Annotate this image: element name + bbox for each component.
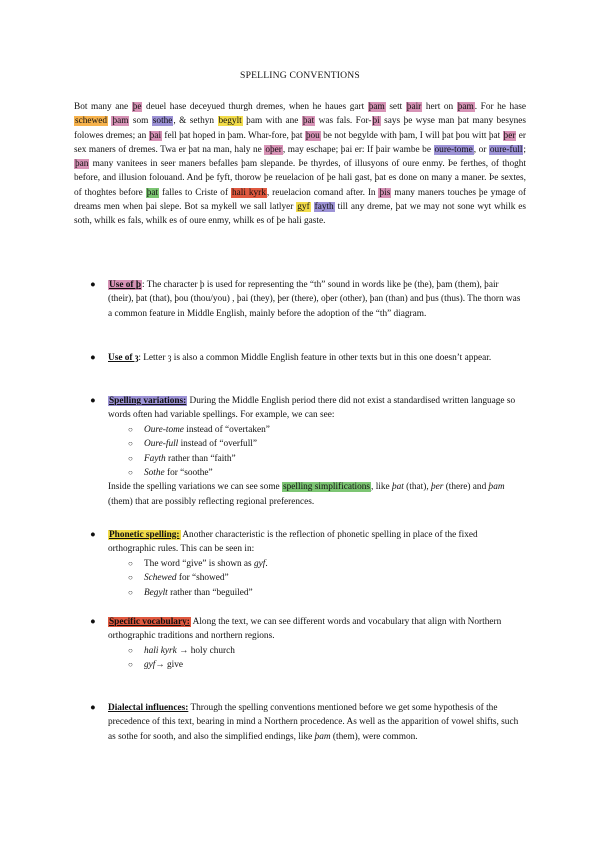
text: er sex maners of dremes. Twa er þat na man, haly ne (74, 130, 526, 155)
bullet-icon: ● (90, 617, 96, 627)
bullet-heading: Phonetic spelling: (109, 530, 180, 540)
item-text: The word “give” is shown as (144, 558, 254, 569)
bullet-icon: ● (90, 280, 96, 290)
text: , like (371, 482, 392, 493)
bullet-text: Another characteristic is the reflection of phonetic spelling in place of the fixed orthographic rules. This can be seen in: (108, 530, 478, 555)
text: deuel hase deceyued thurgh dremes, when he haues gart (142, 102, 368, 112)
text: till any dreme, þat we may not sone wyt whilk es soth, whilk es fals, whilk es of oure enmy, whilk es of þe hali gaste. (74, 201, 526, 226)
highlight-pink: þai (149, 130, 162, 141)
text: (that), (403, 482, 431, 493)
bullet-spelling-variations (90, 394, 526, 509)
text: , or (473, 144, 489, 155)
text: Inside the spelling variations we can see some (108, 482, 283, 493)
bullet-use-of-thorn (90, 278, 526, 321)
bullet-text: (them), were common. (330, 731, 418, 742)
highlight-purple: oure-tome (434, 144, 473, 155)
sub-bullet-icon: ○ (128, 573, 133, 583)
highlight-pink: þam (368, 102, 385, 112)
text: says þe wyse man þat many besynes folowes dremes; an (74, 116, 526, 141)
highlight-pink: þat (302, 116, 315, 127)
sub-bullet-icon: ○ (128, 645, 133, 655)
sub-bullet-icon: ○ (128, 453, 133, 463)
sub-bullet-icon: ○ (128, 587, 133, 597)
text: , & sethyn (173, 116, 218, 127)
highlight-purple: fayth (314, 201, 334, 212)
text: Bot many ane (74, 102, 132, 112)
item-text: rather than “beguiled” (167, 587, 253, 598)
bullet-text: During the Middle English period there did not exist a standardised written language so words often had variable spellings. For example, we can see: (108, 396, 516, 421)
text: (there) and (443, 482, 489, 493)
sub-list-item (128, 658, 526, 672)
item-text: → give (155, 660, 183, 671)
highlight-pink: þe (132, 102, 142, 112)
highlight-green: spelling simplifications (283, 482, 371, 493)
highlight-red: hali kyrk (231, 187, 266, 198)
bullet-dialectal-influences (90, 701, 526, 744)
item-term: Oure-full (144, 439, 179, 450)
text: sett (385, 102, 406, 112)
item-term: Oure-tome (144, 424, 184, 435)
item-text: for “showed” (176, 573, 229, 584)
term: þam (314, 731, 331, 742)
sub-list-item (128, 644, 526, 658)
highlight-yellow: begylt (218, 116, 242, 127)
item-text: . (265, 558, 268, 569)
bullet-heading: Dialectal influences: (108, 703, 189, 713)
bullet-icon: ● (90, 353, 96, 363)
highlight-yellow: gyf (297, 201, 310, 212)
term: þer (430, 482, 444, 493)
item-term: Begylt (144, 587, 168, 598)
term: þam (488, 482, 505, 493)
bullet-icon: ● (90, 703, 96, 713)
highlight-purple: sothe (152, 116, 173, 127)
text: be not begylde with þam, I will þat þou witt þat (320, 130, 503, 141)
highlight-pink: þi (372, 116, 380, 127)
bullet-text: : The character þ is used for representing the “th” sound in words like þe (the), þam (them), þair (their), þat (that), þou (thou/you) , þai (they), þer (there), oþer (other), þan (than) and þus (thus). The thorn was a common feature in Middle English, mainly before the adoption of the “th” diagram. (108, 280, 521, 319)
highlight-orange: schewed (75, 116, 108, 127)
bullet-text: Along the text, we can see different words and vocabulary that align with Northern orthographic traditions and northern regions. (108, 617, 502, 642)
sub-list-item (128, 586, 526, 600)
sub-list-item (128, 557, 526, 571)
text: , reuelacion comand after. In (266, 187, 379, 198)
item-term: gyf (254, 558, 266, 569)
highlight-green: þat (146, 187, 159, 198)
bullet-heading: Specific vocabulary: (109, 617, 190, 627)
bullet-text: : Letter ȝ is also a common Middle English feature in other texts but in this one doesn’t appear. (138, 353, 492, 363)
sub-bullet-icon: ○ (128, 439, 133, 449)
term: þat (391, 482, 404, 493)
bullet-use-of-yogh (90, 351, 526, 365)
sub-list-item (128, 466, 526, 480)
bullet-specific-vocabulary (90, 615, 526, 673)
bullet-phonetic-spelling (90, 528, 526, 600)
item-text: instead of “overtaken” (183, 424, 270, 435)
text: , may eschape; þai er: If þair wambe be (282, 144, 434, 155)
text: ; (523, 144, 527, 155)
highlight-pink: þer (503, 130, 516, 141)
sub-bullet-icon: ○ (128, 558, 133, 568)
highlight-pink: þair (406, 102, 422, 112)
text: (them) that are possibly reflecting regional preferences. (108, 496, 315, 507)
highlight-pink: þis (379, 187, 391, 198)
item-term: Fayth (144, 453, 166, 464)
item-text: rather than “faith” (165, 453, 236, 464)
highlight-pink: þou (305, 130, 320, 141)
item-term: Sothe (144, 468, 165, 479)
sub-list-item (128, 423, 526, 437)
sub-list-item (128, 452, 526, 466)
text: was fals. For- (315, 116, 372, 127)
text: hert on (422, 102, 457, 112)
bullet-followup-text (108, 480, 526, 509)
item-text: instead of “overfull” (178, 439, 257, 450)
highlight-pink: þam (112, 116, 129, 127)
bullet-heading: Spelling variations: (109, 396, 187, 406)
page-title: SPELLING CONVENTIONS (240, 70, 360, 81)
item-term: Schewed (144, 573, 177, 584)
intro-paragraph (74, 100, 526, 228)
item-term: gyf (144, 660, 156, 671)
text: þam with ane (242, 116, 302, 127)
sub-bullet-icon: ○ (128, 424, 133, 434)
text: many vanitees in seer maners befalles þam slepande. Þe thyrdes, of illusyons of oure enmy. Þe ferthes, of thoght before, and illusion folouand. And þe fyft, thorow þe reuelacion of þe hali gast, þat es done on many a maner. Þe sextes, of thoghtes before (74, 159, 526, 198)
item-text: for “soothe” (164, 468, 213, 479)
highlight-pink: þam (457, 102, 474, 112)
sub-bullet-icon: ○ (128, 468, 133, 478)
text: som (129, 116, 152, 127)
text: fell þat hoped in þam. Whar-fore, þat (162, 130, 305, 141)
bullet-icon: ● (90, 396, 96, 406)
sub-bullet-icon: ○ (128, 660, 133, 670)
highlight-purple: oure-full (489, 144, 523, 155)
text: falles to Criste of (159, 187, 231, 198)
bullet-heading: Use of ȝ (108, 353, 139, 363)
item-text: → holy church (176, 645, 235, 656)
bullet-icon: ● (90, 530, 96, 540)
text: . For he hase (474, 102, 526, 112)
text: many maners touches þe ymage of dreams men when þai slepe. Bot sa mykell we sall latlyer (74, 187, 527, 212)
sub-list-item (128, 571, 526, 585)
sub-list-item (128, 437, 526, 451)
highlight-pink: þan (75, 159, 89, 169)
bullet-heading: Use of þ (109, 280, 142, 290)
item-term: hali kyrk (144, 645, 177, 656)
bullet-text: Through the spelling conventions mentioned before we get some hypothesis of the precedence of this text, bearing in mind a Northern procedence. As well as the apparition of vowel shifts, such as sothe for sooth, and also the simplified endings, like (108, 703, 519, 742)
highlight-pink: oþer (265, 144, 282, 155)
